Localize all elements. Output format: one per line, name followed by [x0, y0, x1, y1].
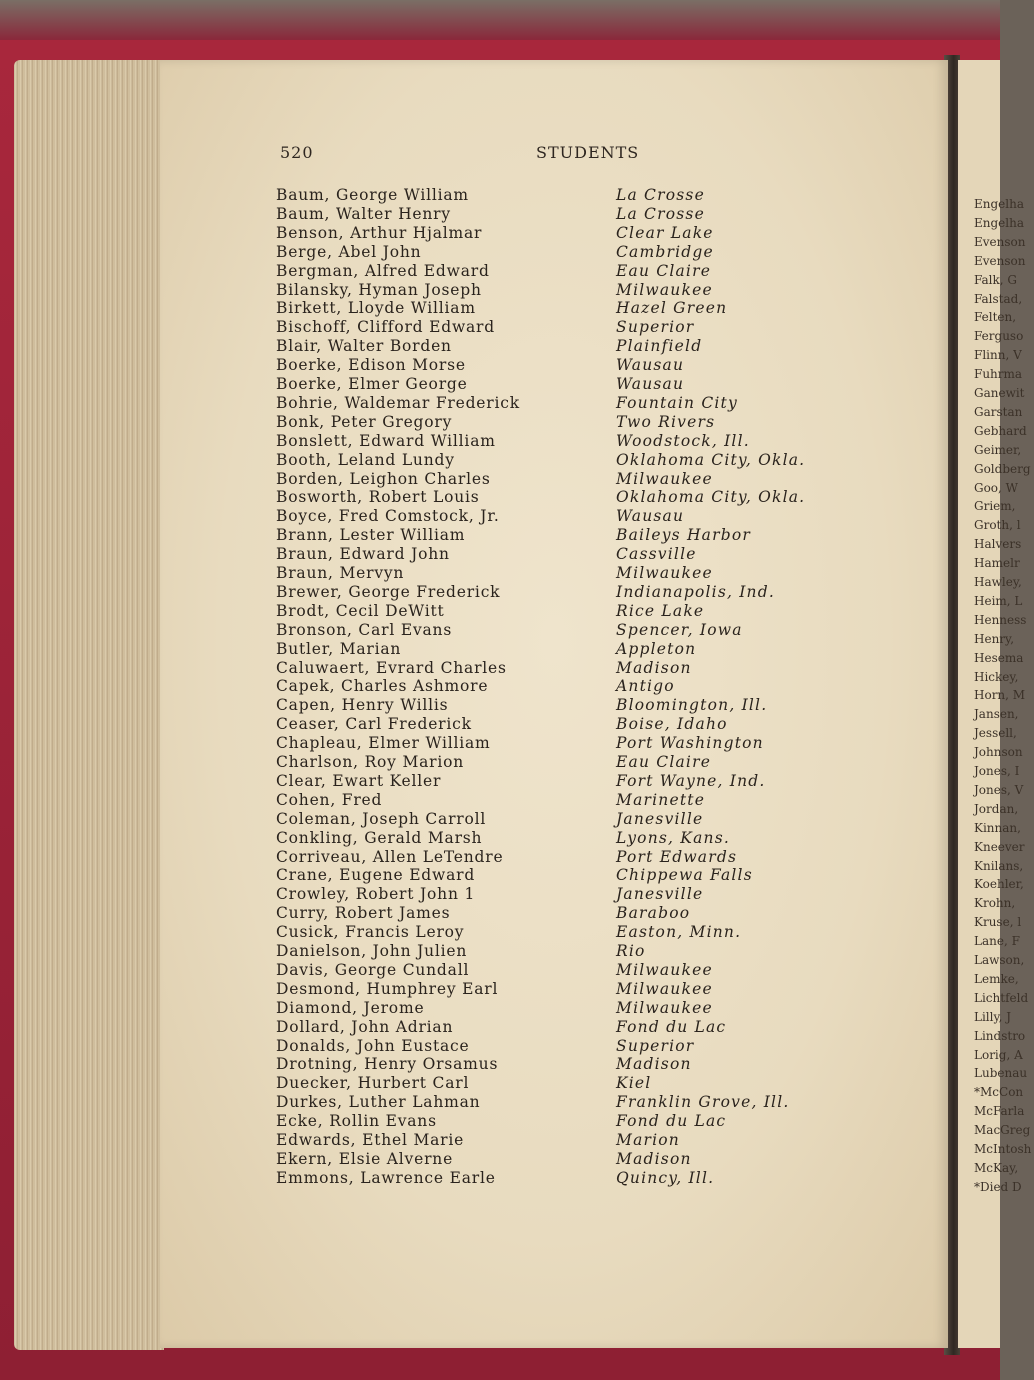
student-hometown: Fountain City: [616, 393, 738, 412]
student-hometown: Two Rivers: [616, 412, 716, 431]
student-entry: [0, 526, 1000, 545]
student-name: Crane, Eugene Edward: [276, 866, 476, 885]
student-entry: [0, 432, 1000, 451]
student-hometown: Milwaukee: [616, 280, 713, 299]
facing-page-fragment: Engelha: [974, 215, 1024, 230]
student-name: Diamond, Jerome: [276, 998, 425, 1017]
student-name: Ekern, Elsie Alverne: [276, 1149, 454, 1168]
student-hometown: Janesville: [616, 885, 704, 904]
student-hometown: Oklahoma City, Okla.: [616, 488, 806, 507]
student-hometown: Marion: [616, 1131, 680, 1149]
student-hometown: Milwaukee: [616, 564, 713, 582]
student-hometown: Bloomington, Ill.: [616, 696, 768, 715]
student-entry: [0, 659, 1000, 678]
student-entry: [0, 1169, 1000, 1188]
facing-page-fragment: Horn, M: [974, 688, 1026, 703]
facing-page-fragment: Henness: [974, 612, 1027, 627]
facing-page-fragment: Johnson: [974, 745, 1023, 760]
facing-page-fragment: Garstan: [974, 404, 1023, 419]
student-entry: [0, 753, 1000, 772]
facing-page-fragment: Lubenau: [974, 1066, 1028, 1081]
student-hometown: Franklin Grove, Ill.: [616, 1093, 790, 1112]
facing-page-fragment: McFarla: [974, 1104, 1025, 1119]
student-name: Borden, Leighon Charles: [276, 469, 491, 488]
student-name: Braun, Edward John: [276, 545, 450, 564]
student-entry: [0, 507, 1000, 526]
student-name: Caluwaert, Evrard Charles: [276, 658, 507, 677]
student-entry: [0, 375, 1000, 394]
student-name: Bonk, Peter Gregory: [276, 412, 453, 431]
facing-page-fragment: Jones, V: [974, 782, 1024, 797]
student-entry: [0, 791, 1000, 810]
facing-page-fragment: Flinn, V: [974, 348, 1022, 363]
student-entry: [0, 640, 1000, 659]
student-entry: [0, 829, 1000, 848]
student-hometown: Spencer, Iowa: [616, 620, 743, 639]
student-name: Butler, Marian: [276, 639, 402, 658]
student-hometown: Woodstock, Ill.: [616, 431, 750, 450]
student-name: Durkes, Luther Lahman: [276, 1093, 481, 1112]
facing-page-fragment: Geimer,: [974, 442, 1022, 457]
student-hometown: Lyons, Kans.: [616, 828, 730, 847]
student-entry: [0, 356, 1000, 375]
student-name: Bohrie, Waldemar Frederick: [276, 393, 520, 412]
student-hometown: Baileys Harbor: [616, 526, 751, 545]
student-hometown: Wausau: [616, 507, 685, 526]
student-hometown: Eau Claire: [616, 753, 712, 771]
facing-page-fragment: Lemke,: [974, 971, 1019, 986]
student-name: Boyce, Fred Comstock, Jr.: [276, 507, 500, 526]
facing-page-fragment: Knilans,: [974, 858, 1024, 873]
facing-page-fragment: *Died D: [974, 1179, 1022, 1194]
student-hometown: Quincy, Ill.: [616, 1168, 715, 1187]
facing-page-fragment: Hamelr: [974, 556, 1020, 571]
student-hometown: Fond du Lac: [616, 1112, 727, 1131]
facing-page-fragment: Felten,: [974, 310, 1017, 325]
student-name: Chapleau, Elmer William: [276, 734, 491, 753]
student-hometown: Janesville: [616, 809, 704, 828]
student-hometown: Antigo: [616, 677, 675, 696]
student-hometown: Rio: [616, 942, 646, 960]
student-hometown: Wausau: [616, 356, 685, 375]
student-name: Bronson, Carl Evans: [276, 620, 453, 639]
student-name: Bonslett, Edward William: [276, 431, 496, 450]
student-name: Benson, Arthur Hjalmar: [276, 223, 483, 242]
student-hometown: Superior: [616, 1036, 695, 1055]
student-entry: [0, 715, 1000, 734]
student-name: Blair, Walter Borden: [276, 337, 452, 356]
facing-page-fragment: McIntosh: [974, 1142, 1032, 1156]
student-hometown: Port Washington: [616, 734, 764, 753]
student-entry: [0, 848, 1000, 867]
student-name: Coleman, Joseph Carroll: [276, 809, 487, 828]
facing-page-fragment: Heim, L: [974, 593, 1023, 608]
student-name: Bosworth, Robert Louis: [276, 488, 480, 507]
student-hometown: Baraboo: [616, 904, 691, 923]
student-name: Brodt, Cecil DeWitt: [276, 601, 445, 620]
facing-page-fragment: Lorig, A: [974, 1047, 1023, 1062]
student-hometown: Oklahoma City, Okla.: [616, 450, 806, 469]
page-number: 520: [280, 143, 314, 162]
student-hometown: Port Edwards: [616, 847, 738, 866]
student-hometown: Madison: [616, 658, 692, 677]
student-hometown: Clear Lake: [616, 223, 714, 242]
student-name: Baum, Walter Henry: [276, 204, 451, 223]
student-entry: [0, 980, 1000, 999]
student-entry: [0, 337, 1000, 356]
facing-page-fragment: Jones, I: [974, 764, 1020, 778]
student-entry: [0, 488, 1000, 507]
student-name: Braun, Mervyn: [276, 564, 405, 582]
student-entry: [0, 621, 1000, 640]
facing-page-fragment: Halvers: [974, 537, 1022, 552]
facing-page-fragment: Henry,: [974, 631, 1015, 646]
student-entry: [0, 545, 1000, 564]
facing-page-fragment: Goldberg: [974, 461, 1031, 476]
student-entry: [0, 1037, 1000, 1056]
student-hometown: La Crosse: [616, 186, 705, 204]
student-entry: [0, 281, 1000, 300]
student-name: Berge, Abel John: [276, 242, 422, 261]
student-hometown: Rice Lake: [616, 601, 705, 620]
student-entry: [0, 1074, 1000, 1093]
facing-page-fragment: Jessell,: [974, 726, 1017, 741]
student-name: Duecker, Hurbert Carl: [276, 1074, 470, 1093]
facing-page-fragment: McKay,: [974, 1160, 1019, 1175]
facing-page-fragment: Griem,: [974, 499, 1016, 514]
student-name: Bergman, Alfred Edward: [276, 261, 490, 280]
student-name: Boerke, Edison Morse: [276, 356, 466, 375]
facing-page-fragment: Evenson: [974, 234, 1026, 249]
facing-page-fragment: Jordan,: [974, 801, 1019, 816]
student-name: Davis, George Cundall: [276, 960, 470, 979]
student-entry: [0, 186, 1000, 205]
student-hometown: Hazel Green: [616, 299, 728, 318]
student-entry: [0, 224, 1000, 243]
student-name: Bilansky, Hyman Joseph: [276, 280, 482, 299]
facing-page-fragment: Hawley,: [974, 575, 1022, 589]
student-hometown: Kiel: [616, 1074, 652, 1093]
student-hometown: Wausau: [616, 375, 685, 393]
facing-page-fragment: Hickey,: [974, 669, 1019, 684]
student-hometown: Milwaukee: [616, 998, 713, 1017]
student-entry: [0, 602, 1000, 621]
student-entry: [0, 205, 1000, 224]
student-name: Danielson, John Julien: [276, 942, 468, 960]
student-hometown: Plainfield: [616, 337, 703, 356]
student-entry: [0, 243, 1000, 262]
student-entry: [0, 961, 1000, 980]
student-entry: [0, 1093, 1000, 1112]
facing-page-fragment: Evenson: [974, 253, 1026, 268]
student-name: Brewer, George Frederick: [276, 582, 501, 601]
student-entry: [0, 904, 1000, 923]
student-entry: [0, 394, 1000, 413]
student-name: Bischoff, Clifford Edward: [276, 318, 495, 337]
facing-page-fragment: Krohn,: [974, 896, 1016, 911]
student-name: Donalds, John Eustace: [276, 1036, 470, 1055]
student-name: Corriveau, Allen LeTendre: [276, 847, 504, 866]
student-hometown: Milwaukee: [616, 960, 713, 979]
student-hometown: Easton, Minn.: [616, 923, 742, 942]
facing-page-fragment: Lichtfeld: [974, 990, 1029, 1005]
student-entry: [0, 262, 1000, 281]
student-hometown: Cambridge: [616, 242, 714, 261]
student-name: Curry, Robert James: [276, 904, 451, 923]
student-hometown: Marinette: [616, 790, 706, 809]
facing-page-fragment: Falstad,: [974, 291, 1023, 306]
student-entry: [0, 677, 1000, 696]
student-hometown: Milwaukee: [616, 469, 713, 488]
student-name: Baum, George William: [276, 186, 469, 204]
student-name: Birkett, Lloyde William: [276, 299, 476, 318]
student-hometown: Madison: [616, 1149, 692, 1168]
student-entry: [0, 1131, 1000, 1150]
facing-page-fragment: Falk, G: [974, 272, 1017, 287]
facing-page-fragment: Ganewit: [974, 386, 1025, 400]
facing-page-fragment: Kruse, l: [974, 915, 1022, 930]
student-entry: [0, 470, 1000, 489]
facing-page-fragment: Gebhard: [974, 423, 1027, 438]
student-entry: [0, 299, 1000, 318]
student-name: Booth, Leland Lundy: [276, 450, 455, 469]
student-entry: [0, 413, 1000, 432]
facing-page-fragment: Lane, F: [974, 934, 1020, 949]
student-name: Conkling, Gerald Marsh: [276, 828, 483, 847]
student-name: Crowley, Robert John 1: [276, 885, 476, 904]
student-name: Ceaser, Carl Frederick: [276, 715, 472, 734]
facing-page-fragment: Groth, l: [974, 518, 1021, 533]
student-name: Dollard, John Adrian: [276, 1017, 454, 1036]
student-entry: [0, 1055, 1000, 1074]
facing-page-fragment: Lilly, J: [974, 1009, 1012, 1024]
student-entry: [0, 885, 1000, 904]
facing-page-fragment: Lawson,: [974, 953, 1025, 967]
student-entry: [0, 1112, 1000, 1131]
student-name: Capen, Henry Willis: [276, 696, 449, 715]
facing-page-fragment: Kinnan,: [974, 820, 1021, 835]
facing-page-fragment: Kneever: [974, 839, 1025, 854]
facing-page-fragment: *McCon: [974, 1085, 1024, 1100]
student-name: Edwards, Ethel Marie: [276, 1131, 465, 1149]
facing-page-fragment: Jansen,: [974, 707, 1019, 722]
facing-page-fragment: Ferguso: [974, 329, 1024, 344]
student-name: Brann, Lester William: [276, 526, 466, 545]
student-hometown: La Crosse: [616, 204, 705, 223]
student-hometown: Eau Claire: [616, 261, 712, 280]
student-name: Cohen, Fred: [276, 790, 383, 809]
student-entry: [0, 734, 1000, 753]
student-hometown: Cassville: [616, 545, 697, 564]
student-entry: [0, 696, 1000, 715]
student-entry: [0, 810, 1000, 829]
facing-page-fragment: Engelha: [974, 197, 1024, 211]
student-name: Boerke, Elmer George: [276, 375, 468, 393]
student-entry: [0, 451, 1000, 470]
student-entry: [0, 772, 1000, 791]
student-hometown: Boise, Idaho: [616, 715, 728, 734]
student-hometown: Chippewa Falls: [616, 866, 753, 885]
student-name: Capek, Charles Ashmore: [276, 677, 489, 696]
student-entry: [0, 583, 1000, 602]
facing-page-fragment: Koehler,: [974, 877, 1024, 892]
student-entry: [0, 1150, 1000, 1169]
student-entry: [0, 999, 1000, 1018]
student-name: Desmond, Humphrey Earl: [276, 979, 499, 998]
student-entry: [0, 564, 1000, 583]
student-entry: [0, 318, 1000, 337]
student-name: Drotning, Henry Orsamus: [276, 1055, 499, 1074]
facing-page-fragment: Fuhrma: [974, 367, 1023, 382]
running-title: STUDENTS: [536, 143, 640, 162]
student-name: Emmons, Lawrence Earle: [276, 1168, 496, 1187]
student-entry: [0, 923, 1000, 942]
student-hometown: Fort Wayne, Ind.: [616, 771, 766, 790]
facing-page-fragment: MacGreg: [974, 1123, 1031, 1138]
student-hometown: Indianapolis, Ind.: [616, 582, 775, 601]
student-hometown: Milwaukee: [616, 979, 713, 998]
student-hometown: Appleton: [616, 639, 697, 658]
student-name: Clear, Ewart Keller: [276, 771, 442, 790]
student-hometown: Superior: [616, 318, 695, 337]
facing-page-fragment: Goo, W: [974, 480, 1018, 495]
student-hometown: Fond du Lac: [616, 1017, 727, 1036]
student-entry: [0, 866, 1000, 885]
student-name: Ecke, Rollin Evans: [276, 1112, 437, 1131]
facing-page-fragment: Lindstro: [974, 1028, 1026, 1043]
student-hometown: Madison: [616, 1055, 692, 1074]
student-name: Charlson, Roy Marion: [276, 753, 465, 771]
student-entry: [0, 1018, 1000, 1037]
student-entry: [0, 942, 1000, 961]
facing-page-fragment: Hesema: [974, 650, 1024, 665]
student-name: Cusick, Francis Leroy: [276, 923, 465, 942]
